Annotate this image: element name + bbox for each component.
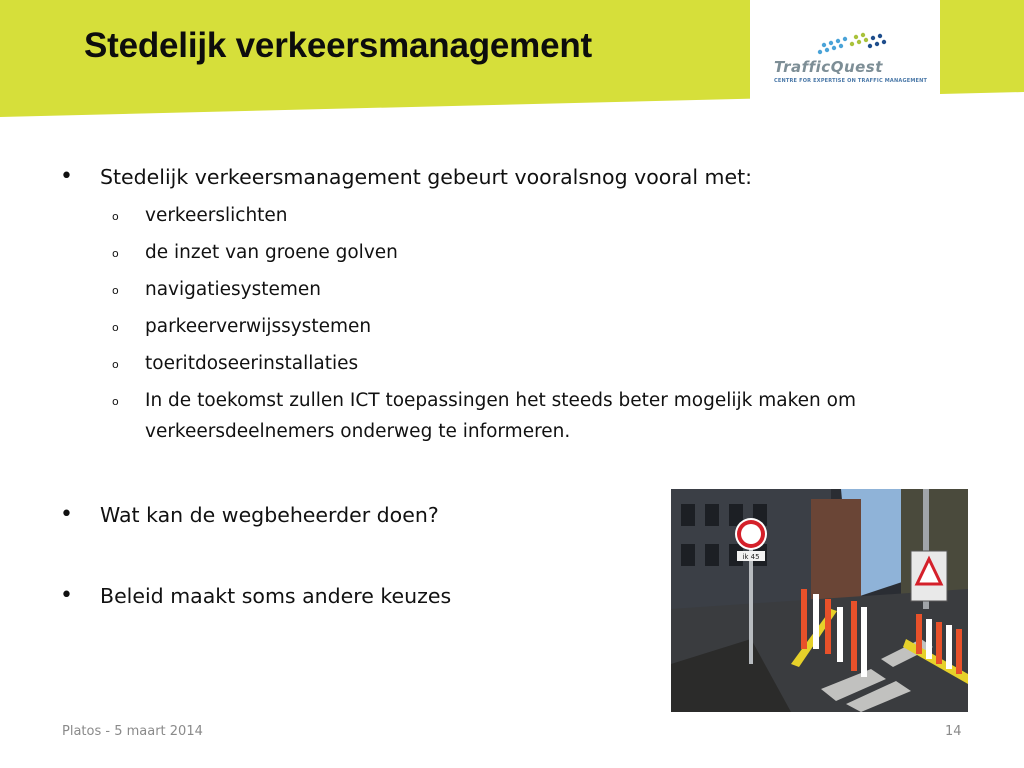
- sub-item-text: navigatiesystemen: [145, 279, 321, 300]
- sub-item-text: de inzet van groene golven: [145, 242, 398, 263]
- sub-marker: o: [112, 395, 119, 408]
- slide-number: 14: [945, 724, 962, 739]
- sub-marker: o: [112, 210, 119, 223]
- bullet-marker: •: [60, 502, 73, 527]
- sub-item: [112, 274, 945, 305]
- sub-item: [112, 200, 945, 231]
- bullet-3-text: Beleid maakt soms andere keuzes: [100, 584, 452, 608]
- sub-marker: o: [112, 284, 119, 297]
- logo-name: TrafficQuest: [774, 58, 883, 76]
- bullet-marker: •: [60, 583, 73, 608]
- sub-item: [112, 348, 945, 379]
- trafficquest-logo: [750, 0, 940, 100]
- logo-tagline: CENTRE FOR EXPERTISE ON TRAFFIC MANAGEMENT: [774, 78, 928, 84]
- bullet-1-text: Stedelijk verkeersmanagement gebeurt vooralsnog vooral met:: [100, 165, 753, 189]
- dot-pattern-logo-icon: [810, 30, 940, 58]
- sub-marker: o: [112, 247, 119, 260]
- sub-item: [112, 311, 945, 342]
- sub-marker: o: [112, 358, 119, 371]
- sub-item-text: In de toekomst zullen ICT toepassingen het steeds beter mogelijk maken om verkeersdeelnemers onderweg te informeren.: [145, 390, 856, 442]
- sub-marker: o: [112, 321, 119, 334]
- slide-title: Stedelijk verkeersmanagement: [84, 26, 593, 65]
- sub-item-text: verkeerslichten: [145, 205, 288, 226]
- bullet-marker: •: [60, 164, 73, 189]
- bullet-1: [60, 162, 753, 192]
- sub-item: [112, 385, 945, 447]
- bullet-2-text: Wat kan de wegbeheerder doen?: [100, 503, 439, 527]
- sub-item-text: toeritdoseerinstallaties: [145, 353, 359, 374]
- street-roadworks-photo: [671, 489, 968, 712]
- sub-item: [112, 237, 945, 268]
- sub-item-text: parkeerverwijssystemen: [145, 316, 372, 337]
- footer-presentation-info: Platos - 5 maart 2014: [62, 724, 203, 739]
- bullet-3: [60, 581, 452, 611]
- photo-sign-text: ik 45: [742, 553, 760, 561]
- bullet-2: [60, 500, 439, 530]
